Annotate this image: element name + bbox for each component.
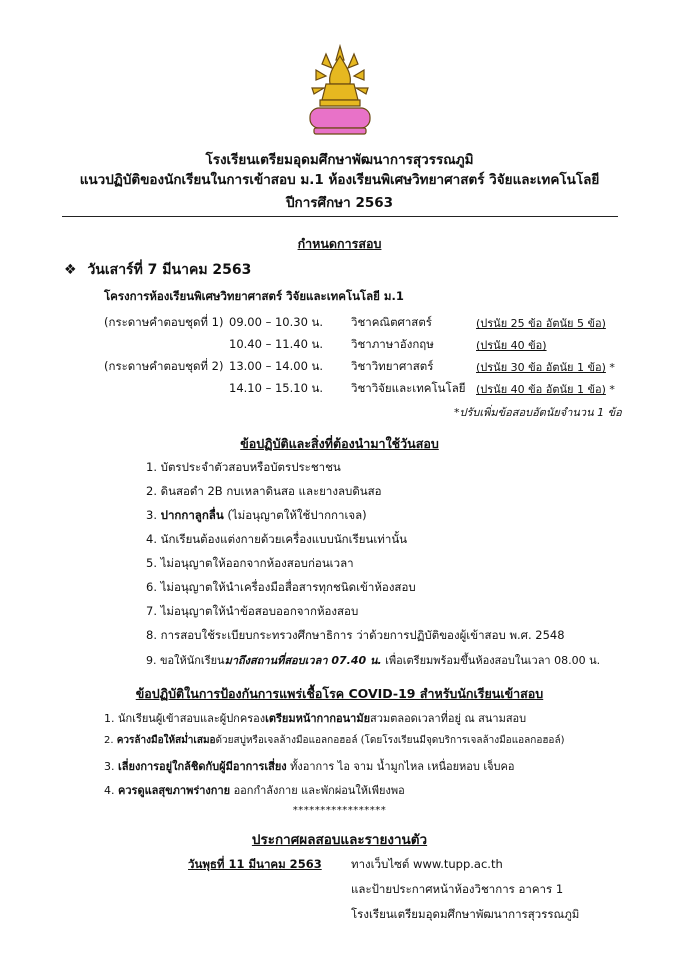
item-text: ไม่อนุญาตให้นำข้อสอบออกจากห้องสอบ	[160, 604, 359, 618]
item-text: ขอให้นักเรียน	[160, 654, 225, 667]
item-text: นักเรียนผู้เข้าสอบและผู้ปกครอง	[118, 712, 266, 725]
list-item	[146, 603, 358, 621]
item-number: 9.	[146, 654, 157, 667]
item-number: 2.	[104, 735, 114, 746]
seal-base-bar	[314, 128, 366, 134]
schedule-time: 10.40 – 11.40 น.	[229, 337, 324, 351]
schedule-detail-text: (ปรนัย 40 ข้อ อัตนัย 1 ข้อ)	[476, 383, 606, 396]
diamond-bullet-icon: ❖	[64, 262, 77, 278]
item-number: 1.	[104, 712, 115, 725]
schedule-time: 13.00 – 14.00 น.	[229, 359, 324, 373]
item-number: 1.	[146, 460, 157, 474]
item-number: 6.	[146, 580, 157, 594]
schedule-sheet: (กระดาษคำตอบชุดที่ 1)	[104, 315, 224, 329]
schedule-subject: วิชาคณิตศาสตร์	[351, 315, 432, 329]
item-emphasis: เลี่ยงการอยู่ใกล้ชิดกับผู้มีอาการเสี่ยง	[118, 760, 287, 773]
schedule-subject: วิชาวิทยาศาสตร์	[351, 359, 434, 373]
school-seal-logo	[302, 44, 378, 138]
item-number: 4.	[104, 784, 115, 797]
item-number: 7.	[146, 604, 157, 618]
schedule-detail-text: (ปรนัย 30 ข้อ อัตนัย 1 ข้อ)	[476, 361, 606, 374]
announce-line: ทางเว็บไซต์ www.tupp.ac.th	[351, 857, 503, 871]
announce-line: และป้ายประกาศหน้าห้องวิชาการ อาคาร 1	[351, 882, 564, 896]
schedule-detail	[476, 380, 615, 398]
covid-title: ข้อปฏิบัติในการป้องกันการแพร่เชื้อโรค COVID-19 สำหรับนักเรียนเข้าสอบ	[135, 686, 544, 701]
item-number: 5.	[146, 556, 157, 570]
seal-crown-base	[322, 84, 358, 100]
item-text: ด้วยสบู่หรือเจลล้างมือแอลกอฮอล์ (โดยโรงเรียนมีจุดบริการเจลล้างมือแอลกอฮอล์)	[215, 735, 565, 746]
item-emphasis: มาถึงสถานที่สอบเวลา 07.40 น.	[224, 654, 382, 667]
list-item	[104, 781, 405, 799]
item-text: ทั้งอาการ ไอ จาม น้ำมูกไหล เหนื่อยหอบ เจ็บคอ	[286, 760, 515, 773]
item-number: 4.	[146, 532, 157, 546]
item-number: 8.	[146, 628, 157, 642]
item-text: ออกกำลังกาย และพักผ่อนให้เพียงพอ	[230, 784, 405, 797]
schedule-detail	[476, 336, 547, 354]
schedule-detail	[476, 358, 615, 376]
academic-year: ปีการศึกษา 2563	[285, 195, 394, 211]
seal-cushion	[310, 108, 370, 128]
list-item	[104, 709, 526, 727]
schedule-time: 14.10 – 15.10 น.	[229, 381, 324, 395]
list-item	[146, 579, 416, 597]
item-text: เพื่อเตรียมพร้อมขึ้นห้องสอบในเวลา 08.00 น.	[381, 654, 601, 667]
item-text: การสอบใช้ระเบียบกระทรวงศึกษาธิการ ว่าด้วยการปฏิบัติของผู้เข้าสอบ พ.ศ. 2548	[160, 628, 565, 642]
list-item	[146, 555, 354, 573]
document-subtitle: แนวปฏิบัติของนักเรียนในการเข้าสอบ ม.1 ห้องเรียนพิเศษวิทยาศาสตร์ วิจัยและเทคโนโลยี	[79, 172, 600, 188]
seal-pillars	[320, 100, 360, 106]
list-item	[146, 459, 341, 477]
school-name: โรงเรียนเตรียมอุดมศึกษาพัฒนาการสุวรรณภูมิ	[205, 152, 474, 168]
rules-title: ข้อปฏิบัติและสิ่งที่ต้องนำมาใช้วันสอบ	[240, 436, 439, 451]
program-name: โครงการห้องเรียนพิเศษวิทยาศาสตร์ วิจัยและเทคโนโลยี ม.1	[104, 289, 404, 303]
item-text: บัตรประจำตัวสอบหรือบัตรประชาชน	[160, 460, 341, 474]
schedule-sheet: (กระดาษคำตอบชุดที่ 2)	[104, 359, 224, 373]
list-item	[146, 531, 407, 549]
item-text: นักเรียนต้องแต่งกายด้วยเครื่องแบบนักเรียนเท่านั้น	[160, 532, 408, 546]
item-number: 2.	[146, 484, 157, 498]
item-emphasis: ควรดูแลสุขภาพร่างกาย	[118, 784, 231, 797]
item-text: ดินสอดำ 2B กบเหลาดินสอ และยางลบดินสอ	[160, 484, 382, 498]
item-text: (ไม่อนุญาตให้ใช้ปากกาเจล)	[223, 508, 367, 522]
header-divider	[62, 216, 618, 217]
item-text: สวมตลอดเวลาที่อยู่ ณ สนามสอบ	[370, 712, 527, 725]
schedule-mark: *	[609, 383, 615, 396]
list-item	[104, 757, 515, 775]
seal-crown-tiers	[330, 56, 351, 84]
item-emphasis: ปากกาลูกลื่น	[160, 508, 224, 522]
separator-stars: *****************	[292, 805, 387, 816]
item-text: ไม่อนุญาตให้ออกจากห้องสอบก่อนเวลา	[160, 556, 354, 570]
item-emphasis: ควรล้างมือให้สม่ำเสมอ	[116, 735, 216, 746]
item-number: 3.	[146, 508, 157, 522]
schedule-subject: วิชาภาษาอังกฤษ	[351, 337, 434, 351]
item-number: 3.	[104, 760, 115, 773]
item-emphasis: เตรียมหน้ากากอนามัย	[265, 712, 371, 725]
schedule-title: กำหนดการสอบ	[297, 236, 382, 251]
exam-date-line	[64, 259, 251, 281]
schedule-time: 09.00 – 10.30 น.	[229, 315, 324, 329]
list-item	[146, 651, 600, 669]
announce-date: วันพุธที่ 11 มีนาคม 2563	[188, 857, 322, 871]
list-item	[104, 733, 564, 748]
schedule-detail-text: (ปรนัย 25 ข้อ อัตนัย 5 ข้อ)	[476, 317, 606, 330]
schedule-detail-text: (ปรนัย 40 ข้อ)	[476, 339, 547, 352]
item-text: ไม่อนุญาตให้นำเครื่องมือสื่อสารทุกชนิดเข้าห้องสอบ	[160, 580, 416, 594]
announce-title: ประกาศผลสอบและรายงานตัว	[251, 832, 428, 848]
exam-date: วันเสาร์ที่ 7 มีนาคม 2563	[87, 262, 252, 278]
announce-line: โรงเรียนเตรียมอุดมศึกษาพัฒนาการสุวรรณภูมิ	[351, 907, 580, 921]
schedule-mark: *	[609, 361, 615, 374]
schedule-detail	[476, 314, 606, 332]
schedule-footnote: *ปรับเพิ่มข้อสอบอัตนัยจำนวน 1 ข้อ	[454, 406, 622, 419]
list-item	[146, 627, 565, 645]
list-item	[146, 483, 382, 501]
schedule-subject: วิชาวิจัยและเทคโนโลยี	[351, 381, 466, 395]
list-item	[146, 507, 367, 525]
